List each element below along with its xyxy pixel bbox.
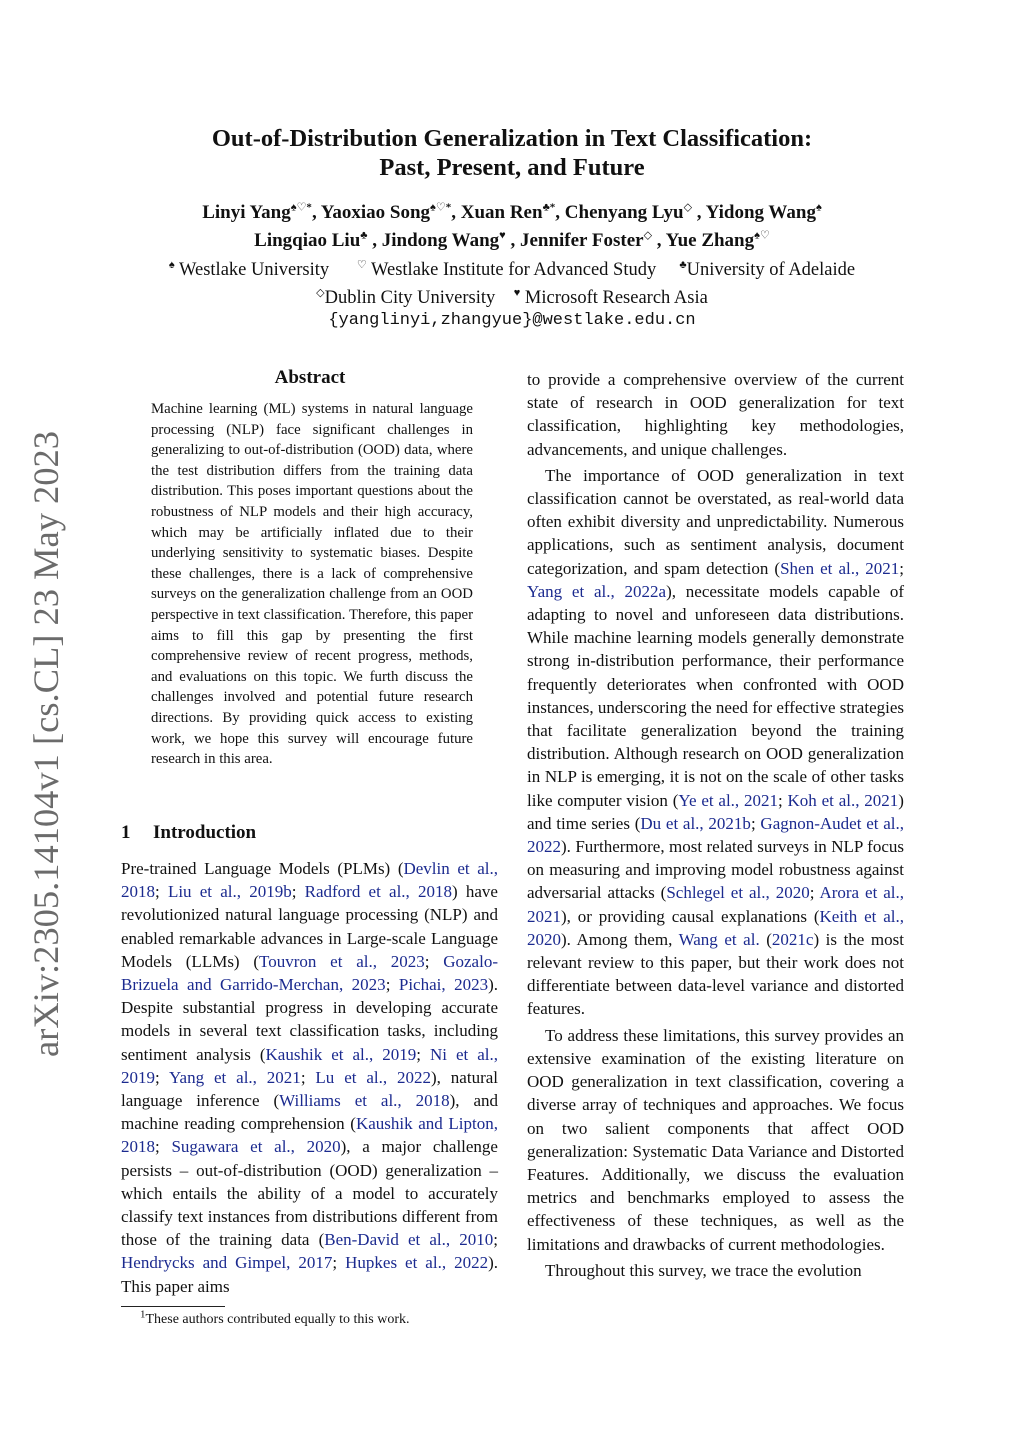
arxiv-identifier [14, 425, 70, 1065]
author-list [0, 199, 1024, 255]
body-text: ), necessitate models capable of adapting to novel and unforeseen data distributions. While machine learning models generally demonstrate strong in-distribution performance, their performance frequently deteriorates when confronted with OOD instances, underscoring the need for effective strategies that facilitate generalization beyond the training distribution. Although research on OOD generalization in NLP is emerging, it is not on the scale of other tasks like computer vision ( [527, 581, 904, 810]
citation-link[interactable]: Gagnon-Audet et al., 2022 [527, 813, 904, 857]
body-text: ) and time series ( [527, 790, 904, 833]
citation-link[interactable]: Touvron et al., 2023 [259, 951, 425, 971]
abstract-heading: Abstract [274, 367, 346, 388]
citation-link[interactable]: Pichai, 2023 [398, 975, 489, 995]
affiliation-mark: ♡ [356, 258, 367, 271]
affiliation-name: University of Adelaide [686, 260, 856, 280]
body-text: ; [493, 1230, 498, 1250]
citation-link[interactable]: Lu et al., 2022 [315, 1067, 431, 1087]
affiliation-list [0, 256, 1024, 312]
abstract-body: Machine learning (ML) systems in natural language processing (NLP) face significant challenges in generalizing to out-of-distribution (OOD) data, where the test distribution differs from the training data distribution. This poses important questions about the robustness of NLP models and their high accuracy, which may be artificially inflated due to their underlying sensitivity to systematic biases. Despite these challenges, there is a lack of comprehensive surveys on the generalization challenge from an OOD perspective in text classification. Therefore, this paper aims to fill this gap by presenting the first comprehensive review of recent progress, methods, and evaluations on this topic. We furth discuss the challenges involved and potential future research directions. By providing quick access to existing work, we hope this survey will encourage future research in this area. [151, 401, 473, 768]
citation-link[interactable]: Ye et al., 2021 [678, 790, 778, 810]
author-marks: ♠ [815, 201, 822, 214]
title-line-1: Out-of-Distribution Generalization in Text Classification: [211, 125, 813, 152]
author-name: Yidong Wang [705, 202, 816, 223]
intro-paragraph [527, 464, 904, 1021]
section-number: 1 [121, 822, 131, 843]
citation-link[interactable]: 2021c [771, 929, 814, 949]
affiliation-line-1 [0, 256, 1024, 284]
citation-link[interactable]: Radford et al., 2018 [304, 882, 453, 902]
body-text: ), natural language inference ( [121, 1067, 498, 1111]
body-text: ) is the most relevant review to this paper, but their work does not differentiate between data-level variance and distorted features. [527, 929, 904, 1019]
citation-link[interactable]: Arora et al., 2021 [527, 883, 904, 926]
footnote-rule [121, 1306, 225, 1307]
footnote-mark: 1 [140, 1308, 146, 1321]
section-heading [121, 822, 256, 844]
citation-link[interactable]: Gozalo-Brizuela and Garrido-Merchan, 2023 [121, 951, 498, 995]
footnote [140, 1308, 410, 1328]
author-marks: ◇ [643, 229, 653, 242]
affiliation-mark: ♠ [168, 258, 175, 271]
author-name: Yue Zhang [665, 230, 755, 251]
citation-link[interactable]: Ni et al., 2019 [121, 1044, 499, 1087]
body-text: ; [424, 951, 444, 971]
intro-paragraph [527, 368, 904, 461]
body-text: ; [155, 882, 168, 902]
body-text: ; [332, 1253, 346, 1273]
body-text: ( [759, 929, 772, 949]
author-marks: ◇ [683, 201, 693, 214]
body-text: ), a major challenge persists – out-of-distribution (OOD) generalization – which entails the ability of a model to accurately classify text instances from distributions different from those of the training data ( [121, 1137, 498, 1250]
body-text: ; [291, 882, 305, 902]
citation-link[interactable]: Kaushik et al., 2019 [265, 1044, 417, 1064]
author-marks: ♠♡* [290, 201, 312, 214]
affiliation-name: Westlake University [179, 260, 330, 280]
author-marks: ♣* [542, 201, 556, 214]
body-text: ). Despite substantial progress in developing accurate models in several text classification tasks, including sentiment analysis ( [121, 975, 498, 1064]
title-line-2: Past, Present, and Future [379, 154, 645, 181]
body-text: ; [300, 1067, 316, 1087]
body-text: ; [750, 813, 761, 833]
body-text: ). Among them, [561, 929, 679, 949]
intro-right-column [527, 368, 904, 1285]
body-text: to provide a comprehensive overview of the current state of research in OOD generalization for text classification, highlighting key methodologies, advancements, and unique challenges. [527, 370, 904, 459]
citation-link[interactable]: Liu et al., 2019b [167, 882, 292, 902]
body-text: ), and machine reading comprehension ( [121, 1091, 498, 1134]
body-text: ; [899, 558, 904, 578]
citation-link[interactable]: Devlin et al., 2018 [121, 859, 498, 902]
intro-paragraph [527, 1024, 904, 1256]
author-name: Yaoxiao Song [320, 202, 431, 223]
author-name: Jindong Wang [381, 230, 500, 251]
section-title: Introduction [153, 822, 257, 843]
citation-link[interactable]: Yang et al., 2022a [527, 581, 667, 601]
paper-title [0, 124, 1024, 182]
body-text: ; [155, 1137, 172, 1157]
citation-link[interactable]: Shen et al., 2021 [780, 558, 900, 578]
citation-link[interactable]: Schlegel et al., 2020 [666, 883, 810, 903]
citation-link[interactable]: Wang et al. [678, 929, 760, 949]
author-marks: ♠♡* [430, 201, 452, 214]
citation-link[interactable]: Ben-David et al., 2010 [324, 1230, 494, 1250]
body-text: ). Furthermore, most related surveys in NLP focus on measuring and improving model robustness against adversarial attacks ( [527, 837, 904, 903]
body-text: ). This paper aims [121, 1253, 498, 1296]
body-text: ; [416, 1044, 430, 1064]
citation-link[interactable]: Hendrycks and Gimpel, 2017 [121, 1253, 333, 1273]
body-text: ; [155, 1067, 169, 1087]
arxiv-identifier-text: arXiv:2305.14104v1 [cs.CL] 23 May 2023 [26, 439, 66, 1057]
body-text: Throughout this survey, we trace the evolution [545, 1260, 862, 1280]
body-text: Pre-trained Language Models (PLMs) ( [121, 859, 404, 878]
affiliation-name: Dublin City University [324, 288, 496, 308]
affiliation-mark: ♣ [679, 258, 687, 271]
body-text: ), or providing causal explanations ( [561, 906, 820, 926]
body-text: ; [385, 975, 399, 995]
body-text: The importance of OOD generalization in text classification cannot be overstated, as real-world data often exhibit diversity and unpredictability. Numerous applications, such as sentiment analysis, document categorization, and spam detection ( [527, 465, 904, 578]
citation-link[interactable]: Yang et al., 2021 [168, 1067, 301, 1087]
author-name: Lingqiao Liu [254, 230, 361, 251]
author-line-1: Linyi Yang♠♡*, Yaoxiao Song♠♡*, Xuan Ren♣*, Chenyang Lyu◇ , Yidong Wang♠ [202, 201, 822, 223]
citation-link[interactable]: Kaushik and Lipton, 2018 [121, 1114, 498, 1157]
author-marks: ♠♡ [754, 229, 770, 242]
intro-paragraph [527, 1259, 904, 1282]
citation-link[interactable]: Hupkes et al., 2022 [345, 1253, 489, 1273]
author-marks: ♣ [360, 229, 368, 242]
citation-link[interactable]: Keith et al., 2020 [527, 906, 904, 949]
intro-paragraph-left [121, 857, 498, 1298]
author-line-2: Lingqiao Liu♣ , Jindong Wang♥ , Jennifer Foster◇ , Yue Zhang♠♡ [254, 229, 770, 251]
author-name: Chenyang Lyu [564, 202, 684, 223]
author-name: Linyi Yang [202, 202, 291, 223]
body-text: ) have revolutionized natural language processing (NLP) and enabled remarkable advances in Large-scale Language Models (LLMs) ( [121, 882, 498, 971]
footnote-text: These authors contributed equally to this work. [145, 1312, 410, 1327]
citation-link[interactable]: Williams et al., 2018 [279, 1091, 450, 1111]
author-name: Xuan Ren [460, 202, 543, 223]
affiliation-line-2 [0, 284, 1024, 312]
body-text: ; [777, 790, 788, 810]
citation-link[interactable]: Koh et al., 2021 [787, 790, 899, 810]
affiliation-name: Microsoft Research Asia [524, 288, 708, 308]
author-name: Jennifer Foster [519, 230, 644, 251]
author-marks: ♥ [499, 229, 506, 242]
citation-link[interactable]: Sugawara et al., 2020 [171, 1137, 341, 1157]
contact-email: {yanglinyi,zhangyue}@westlake.edu.cn [328, 311, 696, 330]
citation-link[interactable]: Du et al., 2021b [640, 813, 751, 833]
body-text: ; [809, 883, 820, 903]
affiliation-name: Westlake Institute for Advanced Study [371, 260, 657, 280]
body-text: To address these limitations, this survey provides an extensive examination of the existing literature on OOD generalization in text classification, covering a diverse array of techniques and approaches. We focus on two salient components that affect OOD generalization: Systematic Data Variance and Distorted Features. Additionally, we discuss the evaluation metrics and benchmarks employed to assess the effectiveness of these techniques, as well as the limitations and drawbacks of current methodologies. [527, 1025, 904, 1254]
affiliation-mark: ◇ [316, 286, 325, 299]
affiliation-mark: ♥ [513, 286, 521, 299]
